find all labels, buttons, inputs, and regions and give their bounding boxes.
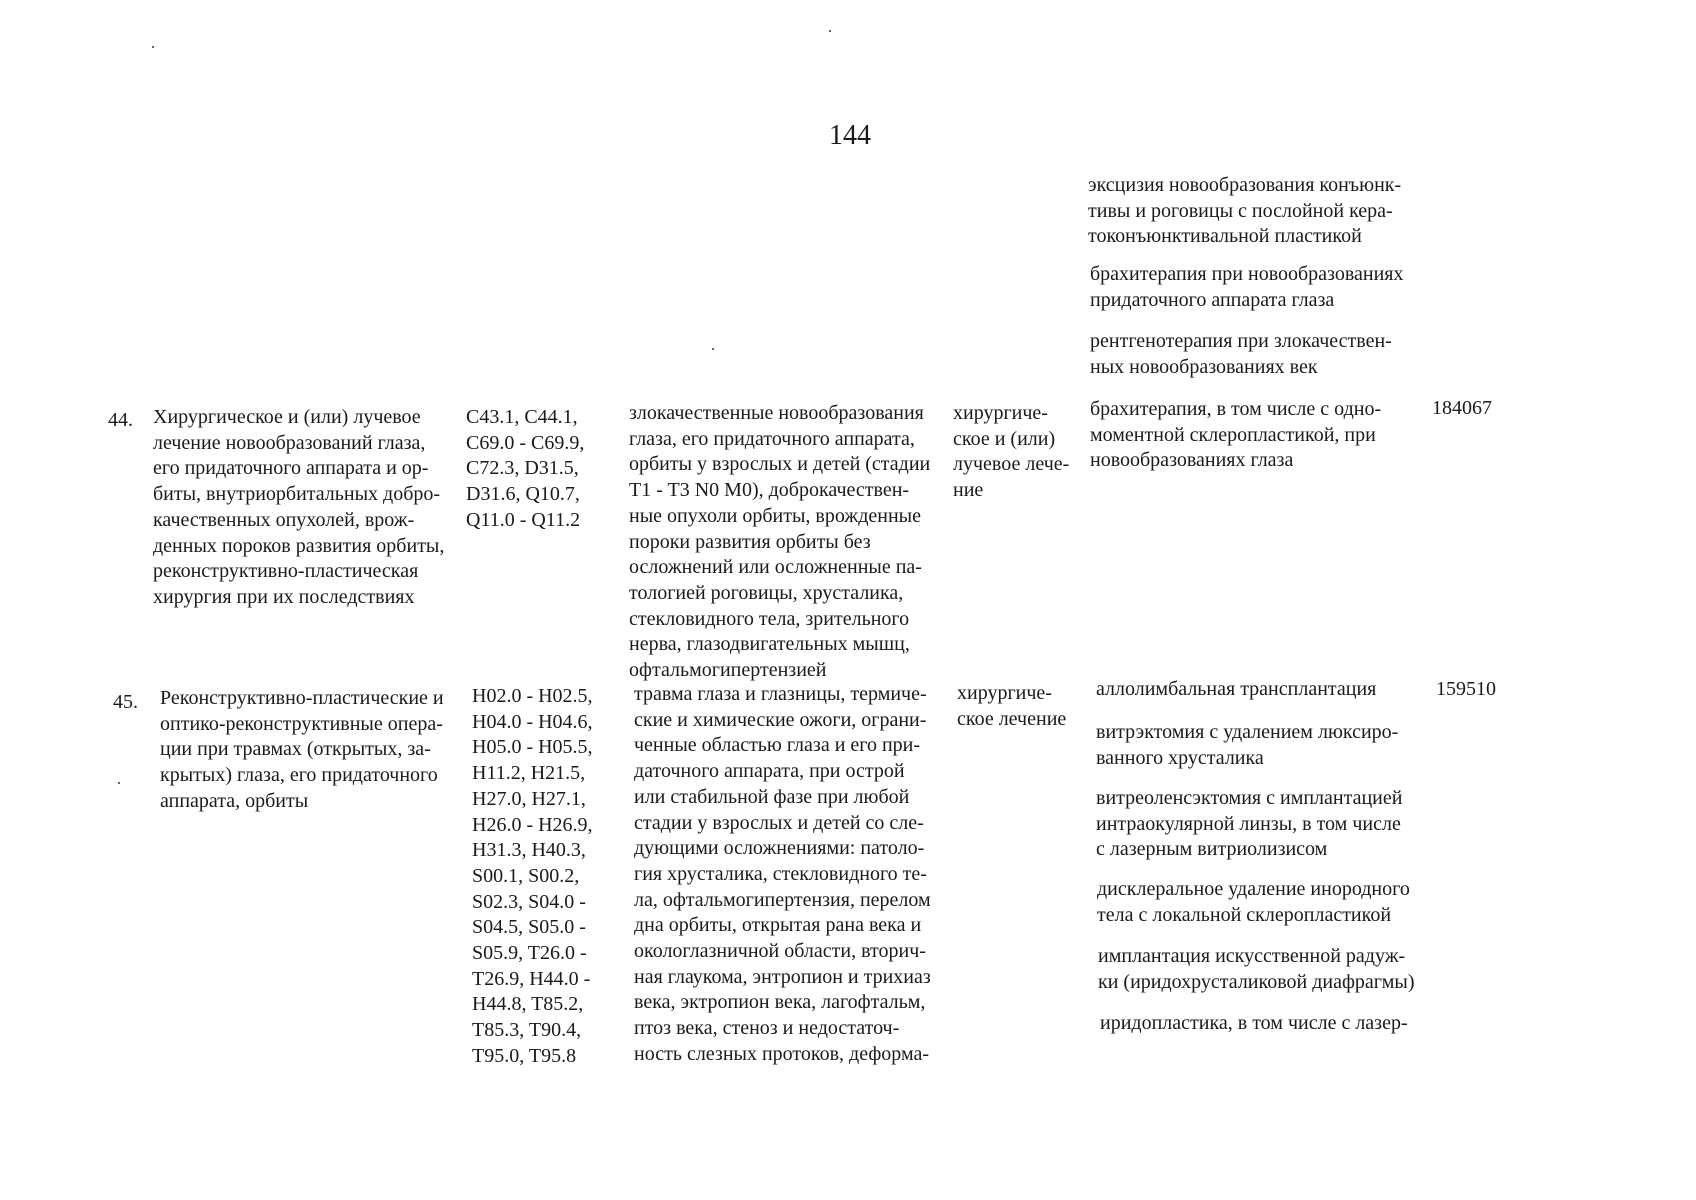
scan-speck [712,348,714,350]
row-number: 45. [113,691,138,713]
icd-codes: C43.1, C44.1, C69.0 - C69.9, C72.3, D31.5, D31.6, Q10.7, Q11.0 - Q11.2 [466,406,585,531]
method-text: иридопластика, в том числе с лазер- [1100,1012,1408,1034]
method-text: рентгенотерапия при злокачествен- ных новообразованиях век [1090,330,1392,378]
cost-value: 184067 [1432,397,1492,419]
method-text: брахитерапия, в том числе с одно- моментной склеропластикой, при новообразованиях глаза [1090,398,1382,472]
scan-speck [152,46,154,48]
procedure-name: Реконструктивно-пластические и оптико-реконструктивные опера- ции при травмах (открытых, за- крытых) глаза, его придаточного аппарата, орбиты [160,687,444,812]
method-text: имплантация искусственной радуж- ки (иридохрусталиковой диафрагмы) [1098,945,1415,993]
method-text: аллолимбальная трансплантация [1096,678,1377,700]
treatment-type: хирургиче- ское лечение [957,682,1067,730]
patient-model: злокачественные новообразования глаза, его придаточного аппарата, орбиты у взрослых и детей (стадии T1 - T3 N0 M0), доброкачествен- ные опухоли орбиты, врожденные пороки развития орбиты без осложнений или осложненные па- тологией роговицы, хрусталика, стекловидного тела, зрительного нерва, глазодвигательных мышц, офтальмогипертензией [629,402,931,682]
patient-model: травма глаза и глазницы, термиче- ские и химические ожоги, ограни- ченные областью глаза и его при- даточного аппарата, при острой или стабильной фазе при любой стадии у взрослых и детей со сле- дующими осложнениями: патоло- гия хрусталика, стекловидного те- ла, офтальмогипертензия, перелом дна орбиты, открытая рана века и окологлазничной области, вторич- ная глаукома, энтропион и трихиаз века, эктропион века, лагофтальм, птоз века, стеноз и недостаточ- ность слезных протоков, деформа- [634,683,931,1065]
cost-value: 159510 [1436,678,1496,700]
method-text: витрэктомия с удалением люксиро- ванного хрусталика [1096,721,1399,769]
row-number: 44. [108,409,133,431]
treatment-type: хирургиче- ское и (или) лучевое лече- ние [953,402,1070,502]
scan-speck [829,30,831,32]
method-text: эксцизия новообразования конъюнк- тивы и роговицы с послойной кера- токонъюнктивальной пластикой [1088,174,1402,248]
method-text: витреоленсэктомия с имплантацией интраокулярной линзы, в том числе с лазерным витриолизисом [1096,787,1403,861]
method-text: брахитерапия при новообразованиях придаточного аппарата глаза [1090,263,1404,311]
page-number: 144 [829,120,871,151]
procedure-name: Хирургическое и (или) лучевое лечение новообразований глаза, его придаточного аппарата и ор- биты, внутриорбитальных добро- качественных опухолей, врож- денных пороков развития орбиты, реконструктивно-пластическая хирургия при их последствиях [153,406,445,608]
icd-codes: H02.0 - H02.5, H04.0 - H04.6, H05.0 - H05.5, H11.2, H21.5, H27.0, H27.1, H26.0 - H26.9, H31.3, H40.3, S00.1, S00.2, S02.3, S04.0 - S04.5, S05.0 - S05.9, T26.0 - T26.9, H44.0 - H44.8, T85.2, T85.3, T90.4, T95.0, T95.8 [472,685,593,1067]
scan-speck [118,782,120,784]
method-text: дисклеральное удаление инородного тела с локальной склеропластикой [1097,878,1410,926]
